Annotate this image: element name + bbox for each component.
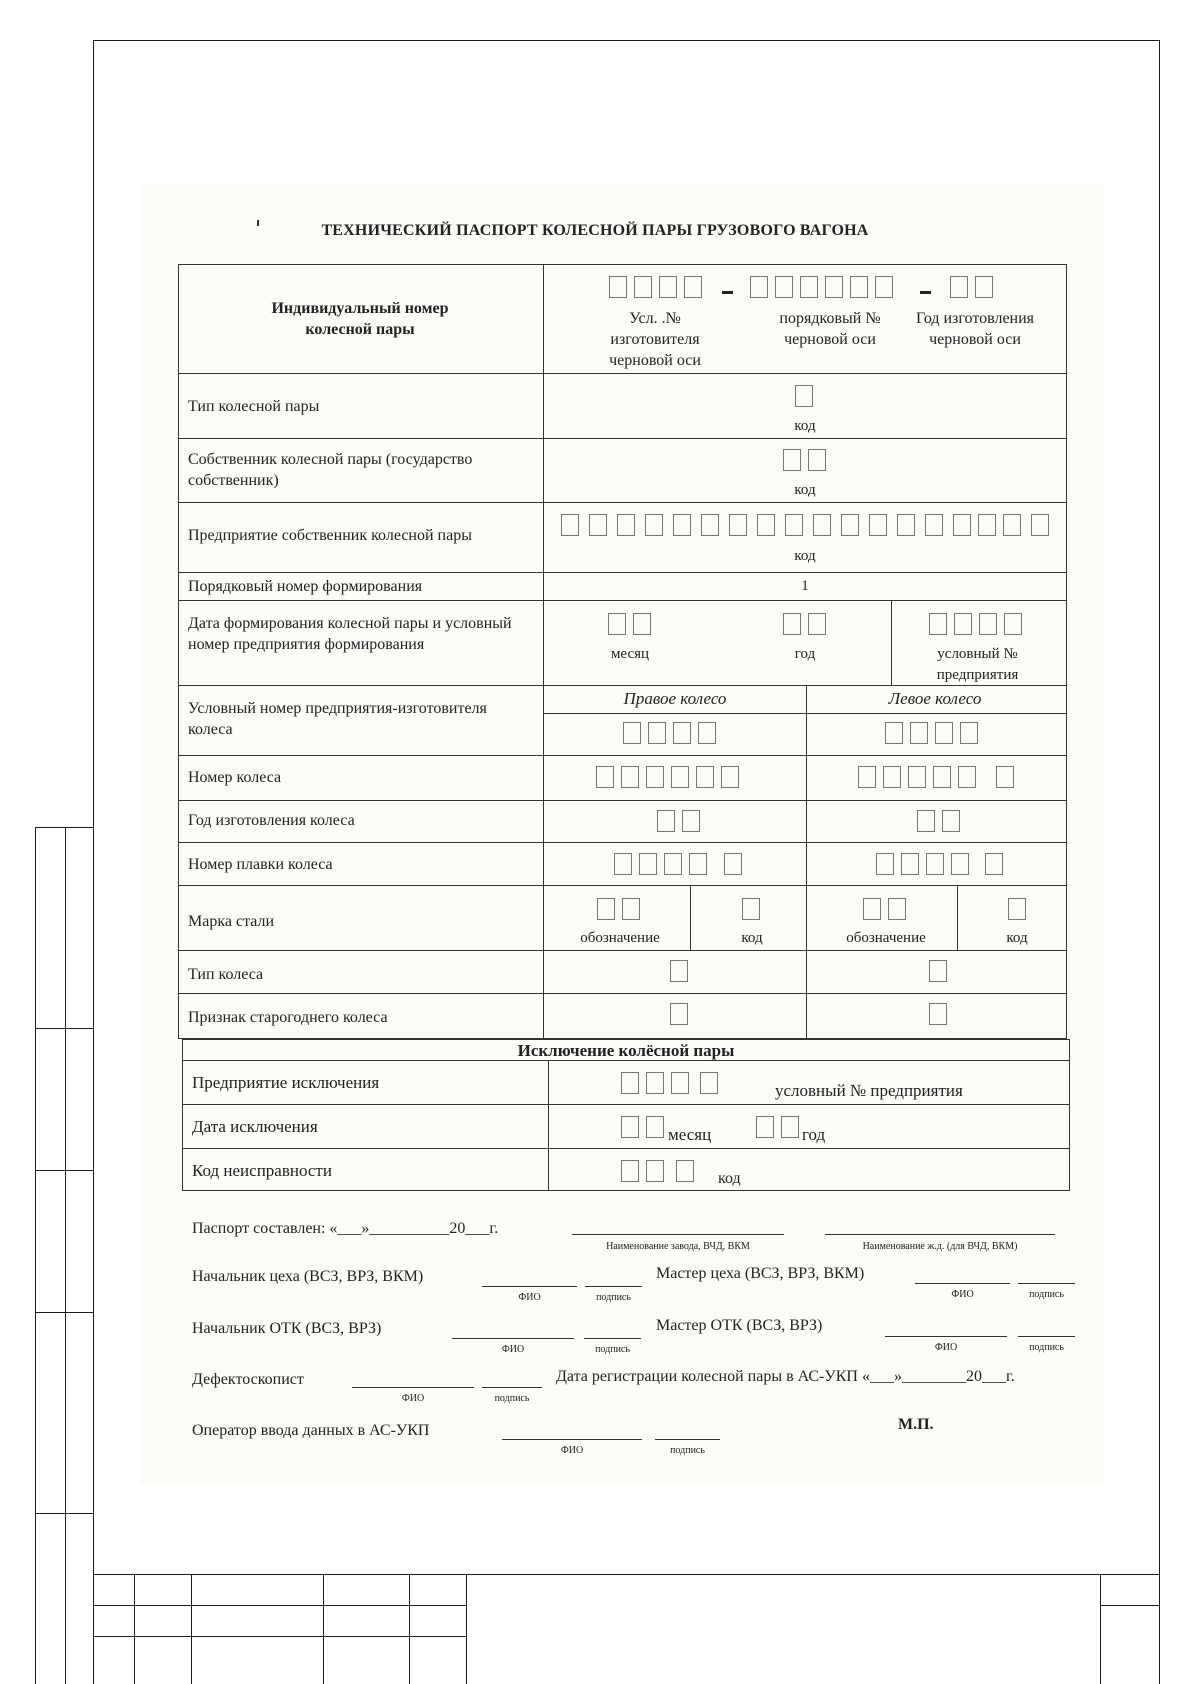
passport-made-line: Паспорт составлен: «___»__________20___г. [192,1220,499,1237]
title-block-top [93,1574,1159,1575]
wheel-year-label: Год изготовления колеса [188,812,355,829]
wheel-maker-label: Условный номер предприятия-изготовителя колеса [188,700,487,738]
left-wheel-header: Левое колесо [888,689,982,708]
exclusion-date-label: Дата исключения [192,1117,318,1136]
wheel-type-label: Тип колеса [188,966,264,983]
sub-manufacturer-label: Усл. .№ изготовителя черновой оси [609,310,701,369]
old-wheel-label: Признак старогоднего колеса [188,1009,388,1026]
frame-top [93,40,1159,41]
formation-date-label: Дата формирования колесной пары и условный номер предприятия формирования [188,615,512,653]
formation-number-value: 1 [801,578,809,594]
operator-label: Оператор ввода данных в АС-УКП [192,1422,430,1439]
separator-dash [920,291,931,294]
sub-serial-label: порядковый № черновой оси [779,310,881,348]
registration-date-line: Дата регистрации колесной пары в АС-УКП «___»________20___г. [556,1368,1015,1385]
right-wheel-header: Правое колесо [623,689,727,708]
otk-master-label: Мастер ОТК (ВСЗ, ВРЗ) [656,1317,823,1334]
shop-master-label: Мастер цеха (ВСЗ, ВРЗ, ВКМ) [656,1265,865,1282]
formation-number-label: Порядковый номер формирования [188,578,423,595]
flaw-detector-label: Дефектоскопист [192,1371,304,1388]
fault-code-label: Код неисправности [192,1161,332,1180]
otk-chief-label: Начальник ОТК (ВСЗ, ВРЗ) [192,1320,382,1337]
exclusion-enterprise-label: Предприятие исключения [192,1073,380,1092]
binding-strip-outer [35,827,36,1684]
stamp-placeholder: М.П. [898,1416,934,1433]
document-title: ТЕХНИЧЕСКИЙ ПАСПОРТ КОЛЕСНОЙ ПАРЫ ГРУЗОВОГО ВАГОНА [321,222,869,239]
shop-chief-label: Начальник цеха (ВСЗ, ВРЗ, ВКМ) [192,1268,424,1285]
owner-enterprise-label: Предприятие собственник колесной пары [188,527,472,544]
binding-strip-inner [65,827,66,1684]
individual-number-label: Индивидуальный номер колесной пары [271,300,449,338]
owner-label: Собственник колесной пары (государство собственник) [188,451,473,489]
wheelset-type-label: Тип колесной пары [188,398,320,415]
exclusion-heading: Исключение колёсной пары [517,1041,735,1060]
heat-number-label: Номер плавки колеса [188,856,333,873]
steel-grade-label: Марка стали [188,913,275,930]
frame-left [93,40,94,1684]
plant-caption: Наименование завода, ВЧД, ВКМ [606,1241,750,1252]
sub-year-label: Год изготовления черновой оси [915,310,1035,348]
separator-dash [722,291,733,294]
frame-right [1159,40,1160,1684]
wheel-number-label: Номер колеса [188,769,282,786]
railway-caption: Наименование ж.д. (для ВЧД, ВКМ) [862,1241,1018,1252]
